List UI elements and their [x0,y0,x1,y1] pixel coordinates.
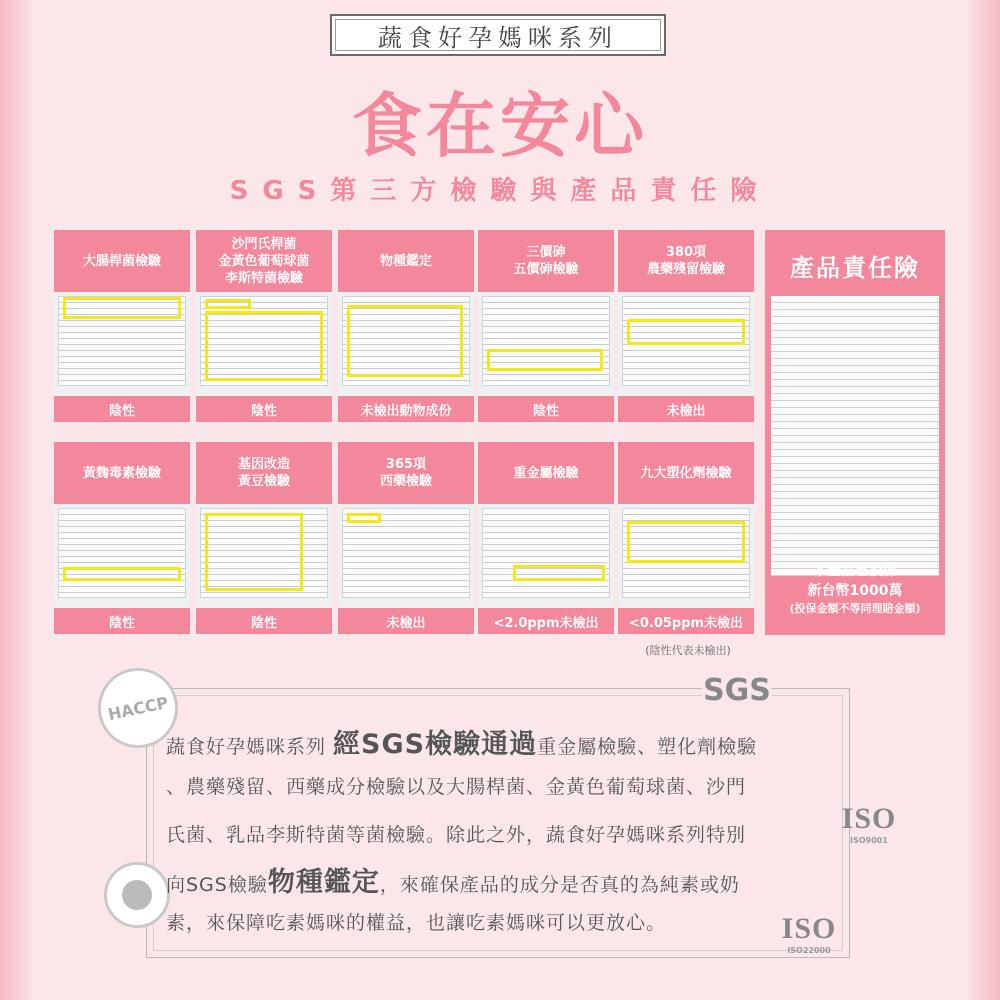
series-label: 蔬食好孕媽咪系列 [330,14,666,56]
iso-mark: ISO [841,802,897,835]
test-card-drugs [338,442,474,634]
highlight-box [205,311,323,381]
body-text: 蔬食好孕媽咪系列 [166,736,334,758]
highlight-box [63,567,181,581]
test-report-image [58,296,186,386]
test-card-result: 未檢出 [618,396,754,422]
negative-note: (陰性代表未檢出) [645,644,731,657]
body-line-5: 素，來保障吃素媽咪的權益，也讓吃素媽咪可以更放心。 [166,912,667,934]
test-card-species [338,230,474,422]
highlight-box [513,565,605,581]
test-card-gmo [196,442,332,634]
test-card-title: 黃麴毒素檢驗 [54,442,190,504]
test-card-result: <2.0ppm未檢出 [478,608,614,634]
highlight-box [627,319,745,345]
test-card-pesticide [618,230,754,422]
test-card-result: 陰性 [54,396,190,422]
test-card-plasticizer [618,442,754,634]
highlight-box [347,513,381,523]
sub-title: SGS第三方檢驗與產品責任險 [229,176,771,206]
test-card-result: 未檢出動物成份 [338,396,474,422]
insurance-title: 產品責任險 [790,254,920,282]
test-report-image [342,508,470,598]
test-card-title: 大腸桿菌檢驗 [54,230,190,292]
test-card-title: 三價砷 五價砷檢驗 [478,230,614,292]
test-report-image [622,508,750,598]
insurance-document-image [771,296,939,576]
test-card-result: 未檢出 [338,608,474,634]
highlight-box [205,513,303,591]
test-card-result: 陰性 [478,396,614,422]
highlight-box [487,349,603,371]
insurance-line2: 新台幣1000萬 [807,583,903,599]
test-card-aflatoxin [54,442,190,634]
test-report-image [482,296,610,386]
test-report-image [342,296,470,386]
insurance-line3: (投保金額不等同理賠金額) [789,602,921,615]
body-line-1 [166,722,846,761]
highlight-box [205,299,251,309]
iso22000-badge [774,912,844,955]
body-emphasis: 物種鑑定 [267,867,380,898]
iso-mark: ISO [781,912,837,945]
sgs-logo: SGS [703,673,771,708]
test-card-title: 物種鑑定 [338,230,474,292]
test-card-result: 陰性 [54,608,190,634]
iso22000-label: ISO22000 [787,946,831,955]
test-card-title: 365項 西藥檢驗 [338,442,474,504]
body-text: 向SGS檢驗 [166,874,268,896]
body-line-4 [166,860,846,899]
test-card-heavy-metal [478,442,614,634]
test-card-result: <0.05ppm未檢出 [618,608,754,634]
test-report-image [200,296,328,386]
test-card-title: 基因改造 黃豆檢驗 [196,442,332,504]
test-card-result: 陰性 [196,396,332,422]
test-report-image [58,508,186,598]
test-card-ecoli [54,230,190,422]
test-card-title: 重金屬檢驗 [478,442,614,504]
certification-seal-icon [104,862,170,928]
test-report-image [200,508,328,598]
body-line-2: 、農藥殘留、西藥成分檢驗以及大腸桿菌、金黃色葡萄球菌、沙門 [166,776,747,798]
body-line-3: 氏菌、乳品李斯特菌等菌檢驗。除此之外，蔬食好孕媽咪系列特別 [166,824,747,846]
highlight-box [347,305,463,377]
iso9001-badge [834,802,904,845]
test-card-title: 九大塑化劑檢驗 [618,442,754,504]
main-title: 食在安心 [352,85,648,167]
test-card-salmonella [196,230,332,422]
highlight-box [63,297,181,319]
test-card-arsenic [478,230,614,422]
test-card-title: 380項 農藥殘留檢驗 [618,230,754,292]
body-emphasis: 經SGS檢驗通過 [333,729,538,760]
test-card-result: 陰性 [196,608,332,634]
insurance-line1: 本產品已投保 [813,563,897,579]
test-report-image [622,296,750,386]
highlight-box [627,521,745,563]
body-text: ，來確保產品的成分是否真的為純素或奶 [379,874,740,896]
body-text: 重金屬檢驗、塑化劑檢驗 [537,736,758,758]
iso9001-label: ISO9001 [850,836,888,845]
test-report-image [482,508,610,598]
haccp-badge: HACCP [91,661,186,756]
test-card-title: 沙門氏桿菌 金黃色葡萄球菌 李斯特菌檢驗 [196,230,332,292]
